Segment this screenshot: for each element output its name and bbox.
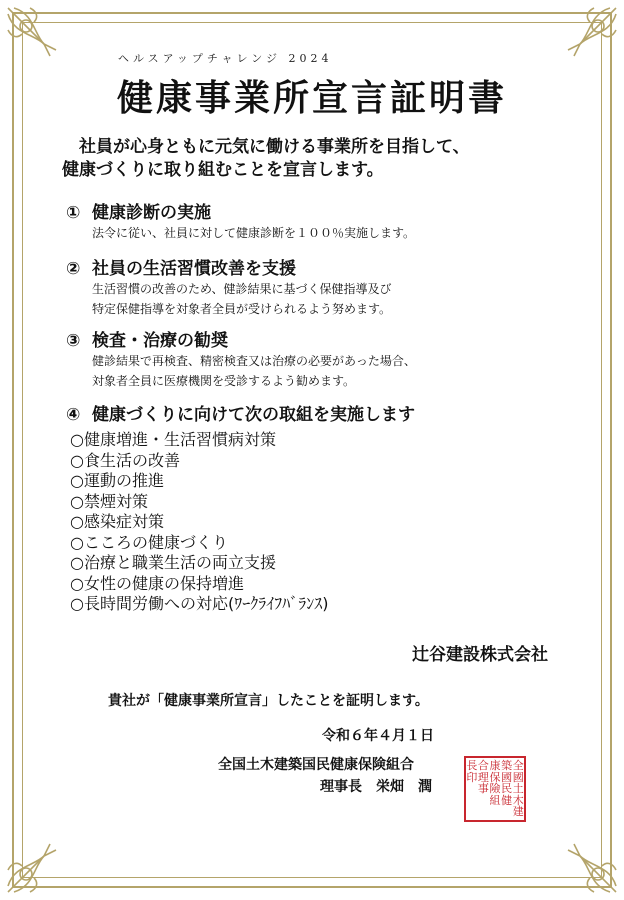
corner-ornament-top-right: [550, 4, 620, 74]
initiative-item: ○長時間労働への対応(ﾜｰｸﾗｲﾌﾊﾞﾗﾝｽ): [70, 594, 329, 613]
item-title: 検査・治療の勧奨: [92, 331, 228, 351]
certification-statement: 貴社が「健康事業所宣言」したことを証明します。: [108, 693, 429, 709]
issuer-name: 全国土木建築国民健康保険組合: [218, 757, 414, 773]
item-title: 健康診断の実施: [92, 203, 211, 223]
initiative-item: ○食生活の改善: [70, 450, 180, 470]
seal-column: 全 國 土 木 建: [512, 759, 524, 818]
seal-column: 康 保 險 組: [489, 759, 501, 807]
initiative-item: ○運動の推進: [70, 471, 164, 490]
item-heading: [66, 326, 416, 351]
declaration-item-4: [66, 400, 415, 425]
seal-column: 築 國 民 健: [501, 759, 513, 807]
certificate-subtitle: ヘルスアップチャレンジ 2024: [118, 52, 333, 65]
intro-line: 社員が心身ともに元気に働ける事業所を目指して、: [62, 137, 470, 157]
item-number: ③: [66, 331, 81, 351]
initiative-item: ○健康増進・生活習慣病対策: [70, 430, 276, 449]
chairman-name: 理事長 栄畑 潤: [320, 779, 432, 795]
item-number: ②: [66, 259, 81, 279]
declaration-item-1: [66, 198, 415, 243]
corner-ornament-bottom-right: [550, 826, 620, 896]
item-description: 生活習慣の改善のため、健診結果に基づく保健指導及び: [92, 282, 392, 296]
corner-ornament-bottom-left: [4, 826, 74, 896]
initiative-item: ○女性の健康の保持増進: [70, 573, 244, 593]
initiative-item: ○治療と職業生活の両立支援: [70, 553, 276, 572]
certificate-title: 健康事業所宣言証明書: [116, 78, 507, 119]
item-heading: [66, 400, 415, 425]
initiative-item: ○こころの健康づくり: [70, 532, 228, 552]
declaration-item-3: [66, 326, 416, 391]
item-title: 社員の生活習慣改善を支援: [92, 259, 296, 279]
item-description: 法令に従い、社員に対して健康診断を１００％実施します。: [92, 226, 416, 240]
seal-column: 合 理 事: [477, 759, 489, 795]
item-heading: [66, 254, 392, 279]
item-number: ④: [66, 405, 81, 425]
corner-ornament-top-left: [4, 4, 74, 74]
item-description: 健診結果で再検査、精密検査又は治療の必要があった場合、: [92, 354, 416, 368]
item-description: 特定保健指導を対象者全員が受けられるよう努めます。: [92, 302, 392, 316]
official-seal: [464, 756, 526, 822]
declaration-item-2: [66, 254, 392, 319]
initiative-item: ○禁煙対策: [70, 491, 148, 511]
issue-date: 令和６年４月１日: [322, 728, 434, 744]
seal-column: 長 印: [466, 759, 478, 784]
item-heading: [66, 198, 415, 223]
intro-line: 健康づくりに取り組むことを宣言します。: [62, 160, 384, 180]
initiative-item: ○感染症対策: [70, 512, 164, 531]
initiatives-list: [70, 430, 328, 615]
declaration-intro: [62, 136, 470, 182]
item-description: 対象者全員に医療機関を受診するよう勧めます。: [92, 374, 356, 388]
item-number: ①: [66, 203, 81, 223]
company-name: 辻谷建設株式会社: [412, 645, 548, 665]
item-title: 健康づくりに向けて次の取組を実施します: [92, 405, 415, 425]
